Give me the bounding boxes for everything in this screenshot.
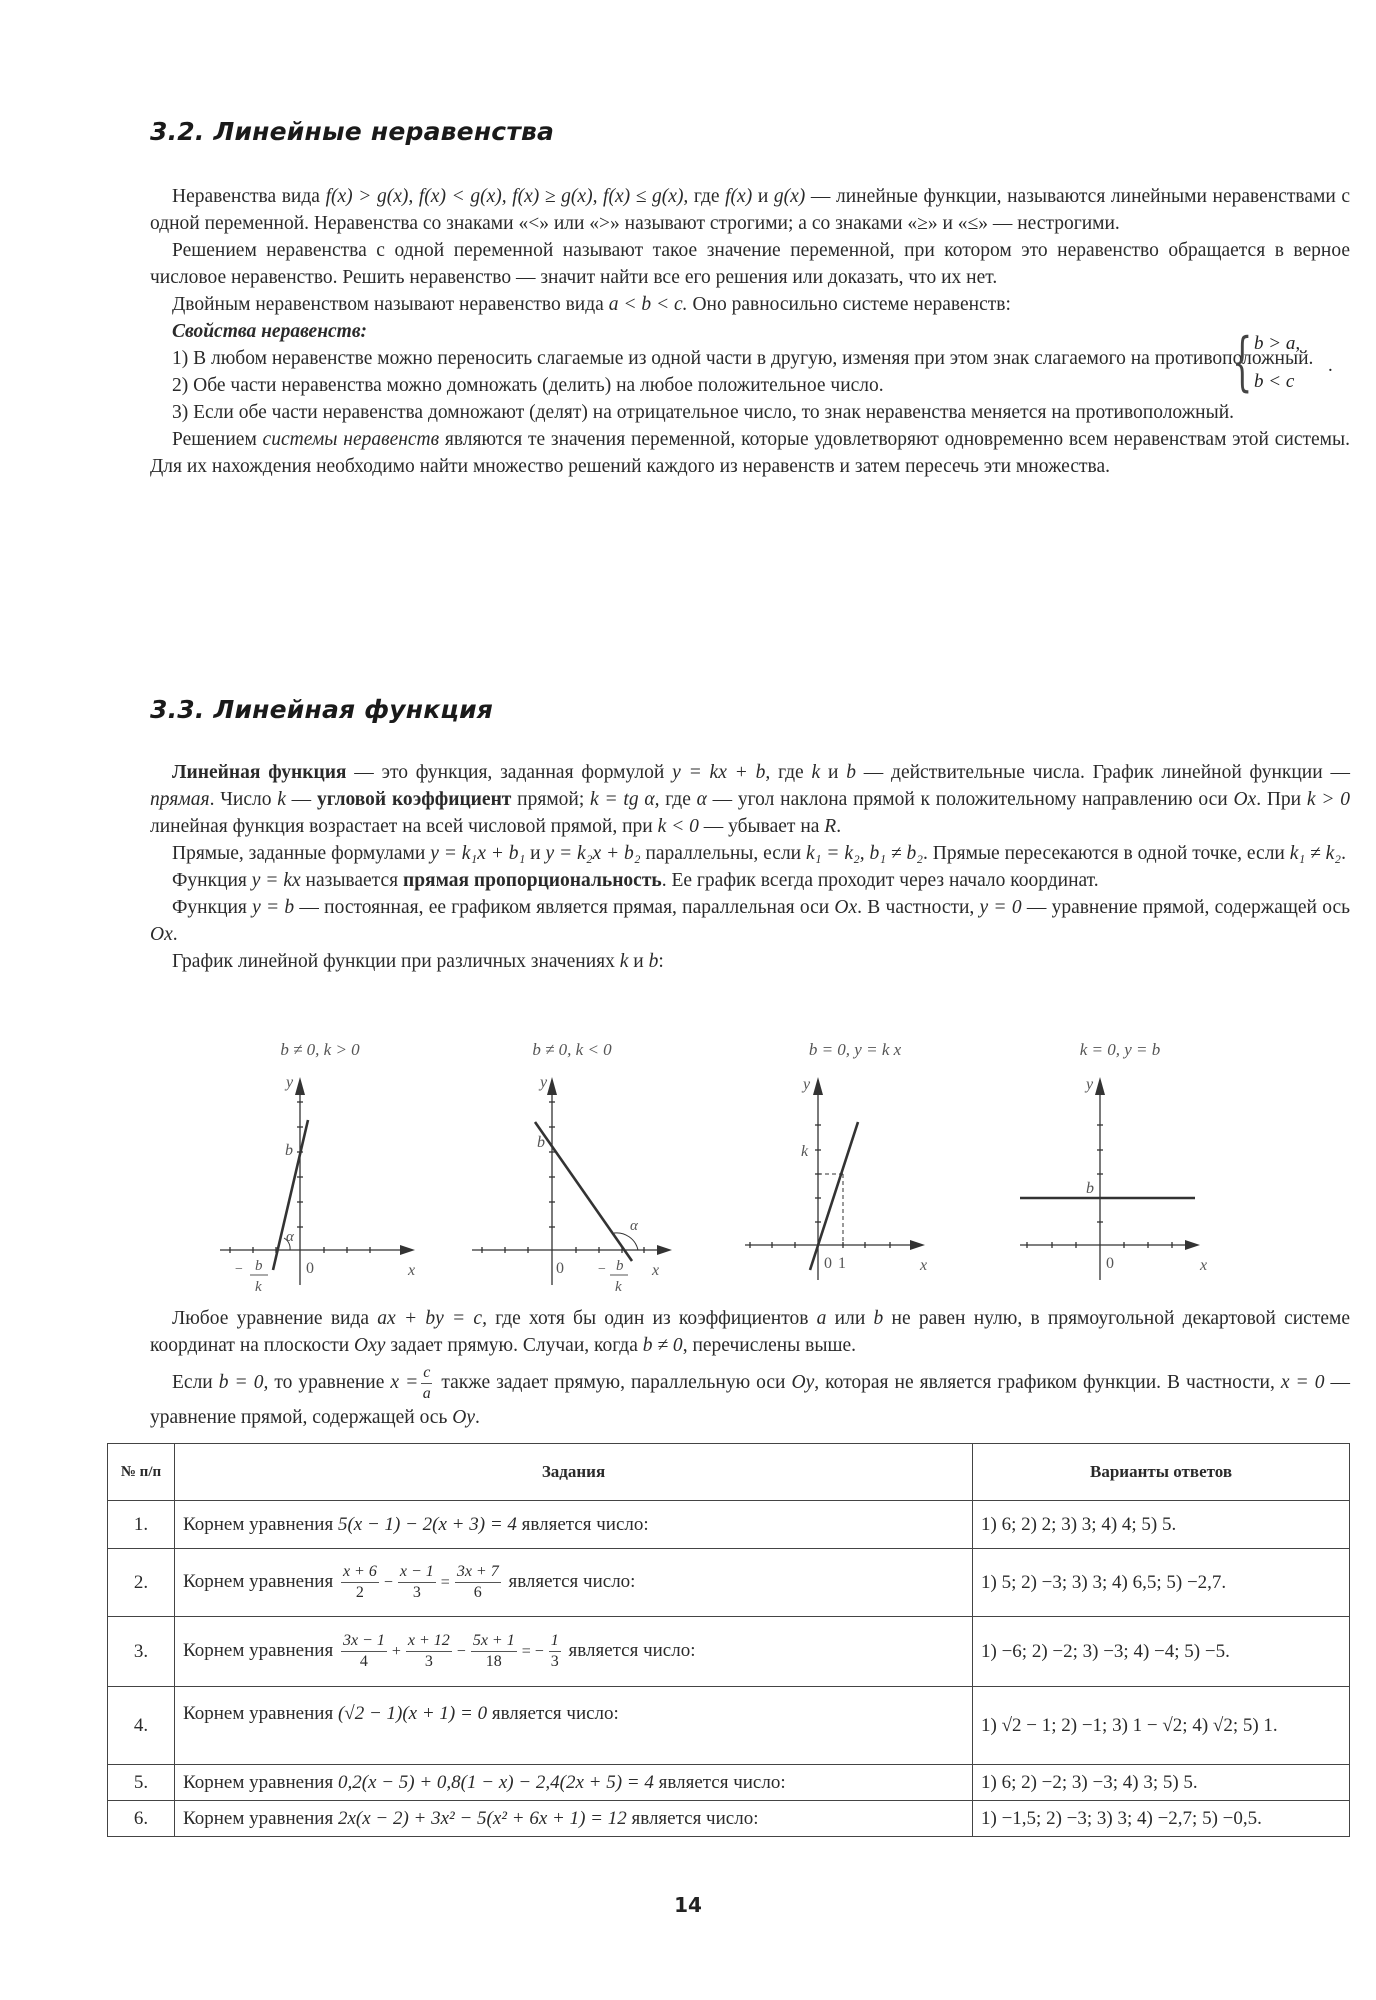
origin-label: 0 <box>556 1260 564 1277</box>
function-line <box>810 1122 858 1270</box>
y-axis-arrow-icon <box>1095 1077 1105 1095</box>
x-axis-arrow-icon <box>1185 1240 1200 1250</box>
y-axis-arrow-icon <box>295 1077 305 1095</box>
y-axis-label: y <box>803 1076 811 1093</box>
task-cell: Корнем уравнения $\frac{x + 6}{2}$ − $\frac{x - 1}{3}$ = $\frac{3x + 7}{6}$ является число: <box>175 1549 973 1617</box>
tasks-table <box>107 1443 1350 1837</box>
y-axis-label: y <box>540 1074 548 1091</box>
answer-options: 1) √2 − 1; 2) −1; 3) 1 − √2; 4) √2; 5) 1. <box>973 1687 1350 1765</box>
paragraph-parallel-lines: Прямые, заданные формулами y = k₁x + b₁ и y = k₂x + b₂ параллельны, если k₁ = k₂, b₁ ≠ b₂. Прямые пересекаются в одной точке, если k₁ ≠ k₂. <box>172 843 1346 864</box>
graph-k-positive-plot <box>200 1065 440 1295</box>
root-denominator: k <box>615 1279 622 1295</box>
graph-caption: k = 0, y = b <box>1079 1040 1161 1059</box>
angle-label: α <box>630 1218 638 1234</box>
task-cell: Корнем уравнения $\frac{3x - 1}{4}$ + $\frac{x + 12}{3}$ − $\frac{5x + 1}{18}$ = − $\frac{1}{3}$ является число: <box>175 1617 973 1687</box>
curly-brace-icon: { <box>1232 325 1253 399</box>
table-row <box>108 1765 1350 1801</box>
graph-k-zero-plot <box>1000 1065 1240 1295</box>
section-3-3-body-continued <box>150 1305 1350 1431</box>
paragraph-solution-definition: Решением неравенства с одной переменной называют такое значение переменной, при котором это неравенство обращается в верное числовое неравенство. Решить неравенство — значит найти все его решения или доказать, что их нет. <box>150 240 1350 288</box>
y-axis-arrow-icon <box>813 1077 823 1095</box>
table-row <box>108 1549 1350 1617</box>
paragraph-constant-function: Функция y = b — постоянная, ее графиком является прямая, параллельная оси Ox. В частности, y = 0 — уравнение прямой, содержащей ось Ox. <box>150 897 1350 945</box>
root-minus: − <box>235 1262 243 1277</box>
paragraph-double-inequality: Двойным неравенством называют неравенство вида a < b < c. Оно равносильно системе неравенств: <box>172 294 1011 315</box>
x-axis-arrow-icon <box>400 1245 415 1255</box>
section-3-2-body <box>150 183 1350 480</box>
y-axis-label: y <box>1086 1076 1094 1093</box>
x-axis-arrow-icon <box>910 1240 925 1250</box>
section-heading-3-3: 3.3. Линейная функция <box>150 695 494 724</box>
property-2: 2) Обе части неравенства можно домножать (делить) на любое положительное число. <box>172 375 884 396</box>
answer-options: 1) −6; 2) −2; 3) −3; 4) −4; 5) −5. <box>973 1617 1350 1687</box>
paragraph-graph-intro: График линейной функции при различных значениях k и b: <box>172 951 664 972</box>
properties-title: Свойства неравенств: <box>172 321 368 342</box>
root-minus: − <box>598 1262 606 1277</box>
function-line <box>535 1122 632 1261</box>
unit-label: 1 <box>838 1255 846 1272</box>
origin-label: 0 <box>306 1260 314 1277</box>
graph-k-zero <box>1000 1030 1240 1290</box>
linear-function-graphs <box>200 1030 1260 1295</box>
task-cell: Корнем уравнения 2x(x − 2) + 3x² − 5(x² + 6x + 1) = 12 является число: <box>175 1801 973 1837</box>
table-row <box>108 1801 1350 1837</box>
graph-k-positive <box>200 1030 440 1295</box>
table-row <box>108 1687 1350 1765</box>
graph-b-zero-plot <box>735 1065 975 1295</box>
graph-caption: b = 0, y = k x <box>808 1040 902 1059</box>
row-number: 6. <box>108 1801 175 1837</box>
graph-k-negative <box>452 1030 692 1295</box>
origin-label: 0 <box>1106 1255 1114 1272</box>
section-3-3-body <box>150 759 1350 975</box>
property-1: 1) В любом неравенстве можно переносить слагаемые из одной части в другую, изменяя при этом знак слагаемого на противоположный. <box>172 348 1314 369</box>
y-axis-label: y <box>286 1074 294 1091</box>
row-number: 5. <box>108 1765 175 1801</box>
root-numerator: b <box>616 1258 624 1274</box>
graph-caption: b ≠ 0, k > 0 <box>280 1040 360 1059</box>
x-axis-label: x <box>1200 1257 1208 1274</box>
paragraph-vertical-line: Если b = 0, то уравнение x = $\frac{c}{a}$ также задает прямую, параллельную оси Oy, которая не является графиком функции. В частности, x = 0 — уравнение прямой, содержащей ось Oy. <box>150 1364 1351 1428</box>
equation: 5(x − 1) − 2(x + 3) = 4 <box>337 1513 517 1535</box>
header-answers: Варианты ответов <box>973 1444 1350 1501</box>
equation: (√2 − 1)(x + 1) = 0 <box>337 1703 488 1724</box>
x-axis-label: x <box>408 1262 416 1279</box>
paragraph-system-solution: Решением системы неравенств являются те значения переменной, которые удовлетворяют одновременно всем неравенствам этой системы. Для их нахождения необходимо найти множество решений каждого из неравенств и затем пересечь эти множества. <box>150 429 1350 477</box>
table-row <box>108 1501 1350 1549</box>
section-heading-3-2: 3.2. Линейные неравенства <box>150 117 555 146</box>
answer-options: 1) −1,5; 2) −3; 3) 3; 4) −2,7; 5) −0,5. <box>973 1801 1350 1837</box>
angle-label: α <box>286 1229 294 1245</box>
paragraph-direct-proportionality: Функция y = kx называется прямая пропорциональность. Ее график всегда проходит через начало координат. <box>172 870 1099 891</box>
intercept-label: b <box>1086 1180 1094 1197</box>
row-number: 1. <box>108 1501 175 1549</box>
paragraph-inequality-definition: Неравенства вида f(x) > g(x), f(x) < g(x), f(x) ≥ g(x), f(x) ≤ g(x), где f(x) и g(x) — линейные функции, называются линейными неравенствами с одной переменной. Неравенства со знаками «<» или «>» называют строгими; а со знаками «≥» и «≤» — нестрогими. <box>150 186 1351 234</box>
graph-b-zero <box>735 1030 975 1290</box>
slope-label: k <box>801 1143 809 1160</box>
paragraph-linear-function-definition: Линейная функция — это функция, заданная формулой y = kx + b, где k и b — действительные числа. График линейной функции — прямая. Число k — угловой коэффициент прямой; k = tg α, где α — угол наклона прямой к положительному направлению оси Ox. При k > 0 линейная функция возрастает на всей числовой прямой, при k < 0 — убывает на R. <box>150 762 1351 837</box>
task-cell: Корнем уравнения 0,2(x − 5) + 0,8(1 − x) − 2,4(2x + 5) = 4 является число: <box>175 1765 973 1801</box>
x-axis-label: x <box>652 1262 660 1279</box>
answer-options: 1) 6; 2) −2; 3) −3; 4) 3; 5) 5. <box>973 1765 1350 1801</box>
table-header-row <box>108 1444 1350 1501</box>
y-axis-arrow-icon <box>547 1077 557 1095</box>
paragraph-general-equation: Любое уравнение вида ax + by = c, где хотя бы один из коэффициентов a или b не равен нулю, в прямоугольной декартовой системе координат на плоскости Oxy задает прямую. Случаи, когда b ≠ 0, перечислены выше. <box>150 1308 1350 1356</box>
intercept-label: b <box>537 1134 545 1151</box>
row-number: 3. <box>108 1617 175 1687</box>
x-axis-label: x <box>920 1257 928 1274</box>
header-tasks: Задания <box>175 1444 973 1501</box>
origin-label: 0 <box>824 1255 832 1272</box>
row-number: 4. <box>108 1687 175 1765</box>
task-cell: Корнем уравнения 5(x − 1) − 2(x + 3) = 4 является число: <box>175 1501 973 1549</box>
property-3: 3) Если обе части неравенства домножают (делят) на отрицательное число, то знак неравенства меняется на противоположный. <box>172 402 1235 423</box>
x-axis-arrow-icon <box>657 1245 672 1255</box>
graph-k-negative-plot <box>452 1065 692 1295</box>
inequality-system: { b > a, b < c . <box>1232 325 1333 399</box>
graph-caption: b ≠ 0, k < 0 <box>532 1040 612 1059</box>
fraction-c-over-a: $\frac{c}{a}$ <box>422 1364 431 1402</box>
page-number: 14 <box>674 1893 702 1917</box>
answer-options: 1) 6; 2) 2; 3) 3; 4) 4; 5) 5. <box>973 1501 1350 1549</box>
root-denominator: k <box>255 1279 262 1295</box>
equation: 2x(x − 2) + 3x² − 5(x² + 6x + 1) = 12 <box>337 1807 627 1829</box>
task-cell: Корнем уравнения (√2 − 1)(x + 1) = 0 является число: <box>175 1687 973 1765</box>
intercept-label: b <box>285 1142 293 1159</box>
header-number: № п/п <box>108 1444 175 1501</box>
table-row <box>108 1617 1350 1687</box>
root-numerator: b <box>255 1258 263 1274</box>
answer-options: 1) 5; 2) −3; 3) 3; 4) 6,5; 5) −2,7. <box>973 1549 1350 1617</box>
equation: 0,2(x − 5) + 0,8(1 − x) − 2,4(2x + 5) = 4 <box>337 1771 654 1793</box>
row-number: 2. <box>108 1549 175 1617</box>
